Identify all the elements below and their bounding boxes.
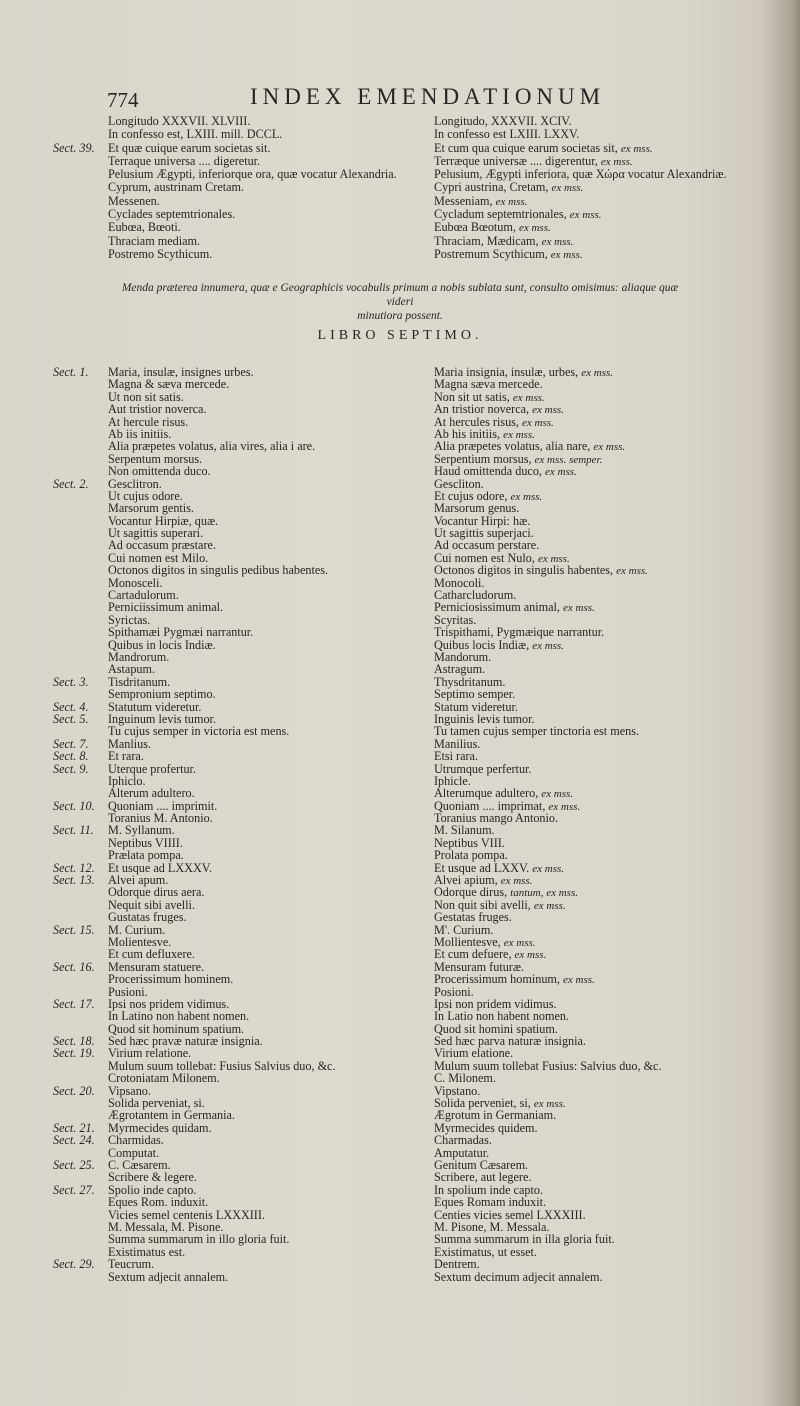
corrected-text: Toranius mango Antonio. bbox=[434, 811, 559, 826]
correction-row bbox=[53, 155, 773, 168]
original-reading: Ad occasum præstare. bbox=[108, 538, 216, 553]
section-marker: Sect. 24. bbox=[53, 1133, 95, 1148]
original-reading: Aut tristior noverca. bbox=[108, 402, 207, 417]
corrected-text: Mollientesve, bbox=[434, 934, 501, 949]
correction-row bbox=[53, 440, 773, 452]
corrected-text: Prolata pompa. bbox=[434, 848, 508, 863]
source-note: tantum, ex mss. bbox=[510, 887, 578, 900]
original-reading: Et quæ cuique earum societas sit. bbox=[108, 140, 271, 155]
corrected-text: Neptibus VIII. bbox=[434, 835, 505, 850]
original-reading: Ut non sit satis. bbox=[108, 389, 184, 404]
corrected-text: Monocoli. bbox=[434, 575, 485, 590]
menda-note-line: minutiora possent. bbox=[357, 310, 443, 322]
original-reading: Computat. bbox=[108, 1145, 160, 1160]
corrected-text: Octonos digitos in singulis habentes, bbox=[434, 563, 614, 578]
original-reading: Eubœa, Bœoti. bbox=[108, 220, 181, 235]
original-reading: Non omittenda duco. bbox=[108, 464, 211, 479]
corrected-text: Myrmecides quidem. bbox=[434, 1120, 538, 1135]
original-reading: Syrictas. bbox=[108, 612, 151, 627]
source-note: ex mss. bbox=[500, 875, 533, 888]
corrected-text: Messeniam, bbox=[434, 193, 493, 208]
corrected-text: Haud omittenda duco, bbox=[434, 464, 542, 479]
corrected-reading bbox=[434, 248, 583, 262]
correction-row bbox=[53, 465, 773, 477]
corrected-text: Alia præpetes volatus, alia nare, bbox=[434, 439, 591, 454]
original-reading: Sempronium septimo. bbox=[108, 687, 216, 702]
corrected-text: Quod sit homini spatium. bbox=[434, 1021, 558, 1036]
corrected-text: Gestatas fruges. bbox=[434, 910, 512, 925]
source-note: ex mss. bbox=[593, 441, 626, 454]
correction-row bbox=[53, 973, 773, 985]
original-reading: Et usque ad LXXXV. bbox=[108, 860, 213, 875]
original-reading: Mensuram statuere. bbox=[108, 959, 205, 974]
original-reading: Teucrum. bbox=[108, 1257, 155, 1272]
corrected-reading bbox=[434, 1271, 603, 1284]
corrected-text: Cycladum septemtrionales, bbox=[434, 207, 567, 222]
original-reading: C. Cæsarem. bbox=[108, 1158, 171, 1172]
source-note: ex mss. bbox=[616, 565, 648, 578]
correction-row bbox=[53, 750, 773, 762]
original-reading: Thraciam mediam. bbox=[108, 233, 201, 248]
corrected-text: Magna sæva mercede. bbox=[434, 377, 543, 392]
corrected-text: Ægrotum in Germaniam. bbox=[434, 1108, 557, 1123]
section-marker: Sect. 17. bbox=[53, 996, 95, 1011]
original-reading: Nequit sibi avelli. bbox=[108, 897, 195, 912]
section-marker: Sect. 4. bbox=[53, 699, 89, 714]
original-reading: At hercule risus. bbox=[108, 414, 189, 429]
original-reading: Quibus in locis Indiæ. bbox=[108, 637, 216, 652]
original-reading: Existimatus est. bbox=[108, 1244, 186, 1259]
corrected-text: Et cujus odore, bbox=[434, 488, 508, 503]
original-reading: Spolio inde capto. bbox=[108, 1182, 197, 1197]
original-reading: Myrmecides quidam. bbox=[108, 1120, 212, 1135]
source-note: ex mss. bbox=[510, 490, 543, 503]
correction-row bbox=[53, 1171, 773, 1183]
correction-row bbox=[53, 208, 773, 221]
original-reading: Gesclitron. bbox=[108, 476, 162, 491]
correction-row bbox=[53, 221, 773, 234]
original-reading: Summa summarum in illo gloria fuit. bbox=[108, 1232, 290, 1247]
corrected-text: Longitudo, XXXVII. XCIV. bbox=[434, 114, 572, 128]
corrected-text: Statum videretur. bbox=[434, 699, 518, 714]
original-reading: Ut sagittis superari. bbox=[108, 526, 204, 541]
correction-row bbox=[53, 1271, 773, 1283]
corrected-text: Catharcludorum. bbox=[434, 588, 517, 603]
corrected-text: Marsorum genus. bbox=[434, 501, 520, 516]
source-note: ex mss. bbox=[620, 142, 653, 155]
corrected-text: Iphicle. bbox=[434, 773, 471, 788]
original-reading: Longitudo XXXVII. XLVIII. bbox=[108, 114, 251, 128]
corrected-text: Alterumque adultero, bbox=[434, 786, 539, 801]
source-note: ex mss. bbox=[569, 209, 602, 222]
source-note: ex mss. bbox=[550, 248, 583, 261]
source-note: ex mss. bbox=[532, 639, 564, 652]
original-reading: Cyclades septemtrionales. bbox=[108, 207, 236, 222]
corrected-text: Ab his initiis, bbox=[434, 426, 501, 441]
corrected-text: Et cum defuere, bbox=[434, 947, 512, 962]
correction-row bbox=[53, 1246, 773, 1258]
corrected-text: Terræque universæ .... digerentur, bbox=[434, 153, 598, 168]
corrected-text: Scyritas. bbox=[434, 612, 477, 627]
correction-row bbox=[53, 688, 773, 700]
original-reading: Et rara. bbox=[108, 749, 144, 764]
source-note: ex mss. bbox=[533, 1098, 566, 1111]
corrected-text: Amputatur. bbox=[434, 1145, 490, 1160]
correction-row bbox=[53, 849, 773, 861]
source-note: ex mss. bbox=[503, 936, 536, 949]
original-reading: Marsorum gentis. bbox=[108, 501, 194, 516]
corrected-text: Non quit sibi avelli, bbox=[434, 897, 531, 912]
corrected-text: Scribere, aut legere. bbox=[434, 1170, 532, 1185]
corrected-text: Et usque ad LXXV. bbox=[434, 860, 530, 875]
original-reading: In Latino non habent nomen. bbox=[108, 1009, 250, 1024]
original-reading: Vocantur Hirpiæ, quæ. bbox=[108, 513, 219, 528]
source-note: ex mss. bbox=[581, 367, 614, 379]
correction-row bbox=[53, 651, 773, 663]
corrected-text: Eubœa Bœotum, bbox=[434, 220, 516, 235]
corrected-text: Summa summarum in illa gloria fuit. bbox=[434, 1232, 615, 1247]
corrected-text: C. Milonem. bbox=[434, 1071, 496, 1086]
original-reading: Tisdritanum. bbox=[108, 674, 171, 689]
section-marker: Sect. 21. bbox=[53, 1120, 95, 1135]
corrected-text: Sextum decimum adjecit annalem. bbox=[434, 1269, 603, 1284]
corrected-text: Maria insignia, insulæ, urbes, bbox=[434, 365, 579, 379]
original-reading: Prælata pompa. bbox=[108, 848, 184, 863]
source-note: ex mss. bbox=[545, 466, 577, 479]
corrected-text: Quibus locis Indiæ, bbox=[434, 637, 530, 652]
corrected-text: Utrumque perfertur. bbox=[434, 761, 532, 776]
original-reading: Alvei apum. bbox=[108, 873, 169, 888]
original-reading: Astapum. bbox=[108, 662, 156, 677]
menda-note bbox=[110, 281, 690, 323]
source-note: ex mss. bbox=[532, 862, 565, 875]
section-marker: Sect. 1. bbox=[53, 365, 89, 379]
original-reading: Quod sit hominum spatium. bbox=[108, 1021, 245, 1036]
correction-row bbox=[53, 1072, 773, 1084]
section-marker: Sect. 10. bbox=[53, 798, 95, 813]
original-reading: Odorque dirus aera. bbox=[108, 885, 205, 900]
corrected-text: In confesso est LXIII. LXXV. bbox=[434, 127, 580, 142]
corrected-text: Et cum qua cuique earum societas sit, bbox=[434, 140, 618, 155]
corrected-text: Ipsi non pridem vidimus. bbox=[434, 996, 557, 1011]
corrections-list bbox=[53, 366, 773, 1283]
corrected-text: In Latio non habent nomen. bbox=[434, 1009, 570, 1024]
section-marker: Sect. 2. bbox=[53, 476, 89, 491]
original-reading: Alia præpetes volatus, alia vires, alia i are. bbox=[108, 439, 316, 454]
original-reading: Tu cujus semper in victoria est mens. bbox=[108, 724, 290, 739]
correction-row bbox=[53, 886, 773, 898]
source-note: ex mss. bbox=[518, 222, 551, 235]
original-reading: Procerissimum hominem. bbox=[108, 972, 234, 987]
original-reading: Inguinum levis tumor. bbox=[108, 711, 216, 726]
source-note: ex mss. bbox=[537, 552, 570, 565]
original-reading: Et cum defluxere. bbox=[108, 947, 195, 962]
corrected-text: Solida perveniet, si, bbox=[434, 1096, 531, 1111]
corrected-text: Procerissimum hominum, bbox=[434, 972, 560, 987]
corrected-text: M'. Curium. bbox=[434, 922, 494, 937]
corrected-text: M. Silanum. bbox=[434, 823, 495, 838]
correction-row bbox=[53, 195, 773, 208]
original-reading: In confesso est, LXIII. mill. DCCL. bbox=[108, 127, 283, 142]
corrected-text: Trispithami, Pygmæique narrantur. bbox=[434, 625, 605, 640]
correction-row bbox=[53, 738, 773, 750]
section-marker: Sect. 29. bbox=[53, 1257, 95, 1272]
corrected-text: M. Pisone, M. Messala. bbox=[434, 1219, 550, 1234]
source-note: ex mss. bbox=[562, 602, 595, 615]
corrected-text: Centies vicies semel LXXXIII. bbox=[434, 1207, 586, 1222]
original-reading: Vipsano. bbox=[108, 1083, 151, 1098]
section-marker: Sect. 13. bbox=[53, 873, 95, 888]
original-reading: Quoniam .... imprimit. bbox=[108, 798, 218, 813]
correction-row bbox=[53, 403, 773, 415]
correction-row bbox=[53, 725, 773, 737]
original-reading: Molientesve. bbox=[108, 934, 172, 949]
source-note: ex mss. bbox=[551, 182, 584, 195]
corrected-text: Thraciam, Mædicam, bbox=[434, 233, 539, 248]
original-reading: Vicies semel centenis LXXXIII. bbox=[108, 1207, 265, 1222]
section-marker: Sect. 15. bbox=[53, 922, 95, 937]
section-marker: Sect. 20. bbox=[53, 1083, 95, 1098]
correction-row bbox=[53, 601, 773, 613]
section-marker: Sect. 19. bbox=[53, 1046, 95, 1061]
corrected-text: Perniciosissimum animal, bbox=[434, 600, 560, 615]
original-reading: Charmidas. bbox=[108, 1133, 164, 1148]
section-marker: Sect. 3. bbox=[53, 674, 89, 689]
original-reading: Scribere & legere. bbox=[108, 1170, 197, 1185]
correction-row bbox=[53, 142, 773, 155]
source-note: ex mss. bbox=[522, 416, 554, 429]
corrected-text: Mensuram futuræ. bbox=[434, 959, 525, 974]
source-note: ex mss. bbox=[514, 949, 547, 962]
original-reading: Pelusium Ægypti, inferiorque ora, quæ vocatur Alexandria. bbox=[108, 167, 397, 182]
original-reading: Cartadulorum. bbox=[108, 588, 179, 603]
corrected-text: Non sit ut satis, bbox=[434, 389, 510, 404]
correction-row bbox=[53, 824, 773, 836]
original-reading: Virium relatione. bbox=[108, 1046, 192, 1061]
original-reading: Alterum adultero. bbox=[108, 786, 195, 801]
correction-row bbox=[53, 248, 773, 261]
corrected-text: Charmadas. bbox=[434, 1133, 492, 1148]
correction-row bbox=[53, 1258, 773, 1270]
original-reading: Pusioni. bbox=[108, 984, 148, 999]
correction-row bbox=[53, 787, 773, 799]
source-note: ex mss. bbox=[600, 155, 633, 168]
source-note: ex mss. bbox=[532, 404, 564, 417]
original-reading: Neptibus VIIII. bbox=[108, 835, 183, 850]
correction-row bbox=[53, 1109, 773, 1121]
original-reading: Manlius. bbox=[108, 736, 151, 751]
original-reading: Maria, insulæ, insignes urbes. bbox=[108, 365, 254, 379]
section-marker: Sect. 9. bbox=[53, 761, 89, 776]
corrected-text: Mandorum. bbox=[434, 649, 492, 664]
original-reading: Uterque profertur. bbox=[108, 761, 196, 776]
corrected-text: Virium elatione. bbox=[434, 1046, 514, 1061]
correction-row bbox=[53, 378, 773, 390]
original-reading: Messenen. bbox=[108, 193, 160, 208]
corrected-text: Gescliton. bbox=[434, 476, 484, 491]
section-marker: Sect. 5. bbox=[53, 711, 89, 726]
correction-row bbox=[53, 1134, 773, 1146]
section-marker: Sect. 25. bbox=[53, 1158, 95, 1172]
corrected-text: Pelusium, Ægypti inferiora, quæ Χώρα vocatur Alexandriæ. bbox=[434, 167, 727, 182]
correction-row bbox=[53, 564, 773, 576]
corrected-text: At hercules risus, bbox=[434, 414, 519, 429]
original-reading: Terraque universa .... digeretur. bbox=[108, 153, 261, 168]
original-reading: Cyprum, austrinam Cretam. bbox=[108, 180, 245, 195]
correction-row bbox=[53, 948, 773, 960]
corrected-text: Dentrem. bbox=[434, 1257, 480, 1272]
original-reading: Iphiclo. bbox=[108, 773, 146, 788]
corrected-text: In spolium inde capto. bbox=[434, 1182, 543, 1197]
section-marker: Sect. 18. bbox=[53, 1034, 95, 1049]
source-note: ex mss. bbox=[503, 428, 535, 441]
original-reading: Cui nomen est Milo. bbox=[108, 550, 209, 565]
corrected-text: Quoniam .... imprimat, bbox=[434, 798, 546, 813]
original-reading: Spithamæi Pygmæi narrantur. bbox=[108, 625, 254, 640]
top-corrections bbox=[53, 115, 773, 261]
source-note: ex mss. bbox=[541, 235, 574, 248]
correction-row bbox=[53, 128, 773, 141]
source-note: ex mss. bbox=[533, 899, 566, 912]
correction-row bbox=[53, 1233, 773, 1245]
original-reading: Ab iis initiis. bbox=[108, 426, 172, 441]
correction-row bbox=[53, 663, 773, 675]
corrected-text: Cypri austrina, Cretam, bbox=[434, 180, 549, 195]
correction-row bbox=[53, 168, 773, 181]
corrected-text: Eques Romam induxit. bbox=[434, 1195, 547, 1210]
section-heading: LIBRO SEPTIMO. bbox=[317, 328, 483, 343]
corrected-text: Thysdritanum. bbox=[434, 674, 506, 689]
menda-note-line: Menda præterea innumera, quæ e Geographicis vocabulis primum a nobis sublata sunt, consulto omisimus: aliaque quæ videri bbox=[121, 282, 679, 308]
correction-row bbox=[53, 235, 773, 248]
corrected-text: Inguinis levis tumor. bbox=[434, 711, 535, 726]
original-reading: Mulum suum tollebat: Fusius Salvius duo, &c. bbox=[108, 1058, 336, 1073]
correction-row bbox=[53, 763, 773, 775]
section-marker: Sect. 16. bbox=[53, 959, 95, 974]
original-reading: Toranius M. Antonio. bbox=[108, 811, 213, 826]
original-reading: Crotoniatam Milonem. bbox=[108, 1071, 220, 1086]
corrected-text: Etsi rara. bbox=[434, 749, 478, 764]
source-note: ex mss. bbox=[541, 788, 574, 801]
correction-row bbox=[53, 539, 773, 551]
source-note: ex mss. bbox=[512, 391, 545, 404]
original-reading: Sextum adjecit annalem. bbox=[108, 1269, 229, 1284]
corrected-text: Genitum Cæsarem. bbox=[434, 1158, 529, 1172]
correction-row bbox=[53, 181, 773, 194]
original-reading: Statutum videretur. bbox=[108, 699, 202, 714]
section-marker: Sect. 12. bbox=[53, 860, 95, 875]
correction-row bbox=[53, 502, 773, 514]
corrected-text: Tu tamen cujus semper tinctoria est mens. bbox=[434, 724, 640, 739]
corrected-text: Ut sagittis superjaci. bbox=[434, 526, 534, 541]
original-reading: Octonos digitos in singulis pedibus habentes. bbox=[108, 563, 329, 578]
page-number: 774 bbox=[107, 88, 139, 112]
corrected-text: Alvei apium, bbox=[434, 873, 498, 888]
corrected-text: Vipstano. bbox=[434, 1083, 481, 1098]
section-marker: Sect. 7. bbox=[53, 736, 89, 751]
corrected-text: Astragum. bbox=[434, 662, 486, 677]
corrected-text: Mulum suum tollebat Fusius: Salvius duo, &c. bbox=[434, 1058, 662, 1073]
original-reading: Eques Rom. induxit. bbox=[108, 1195, 209, 1210]
original-reading: Serpentum morsus. bbox=[108, 451, 203, 466]
source-note: ex mss. bbox=[548, 800, 581, 813]
corrected-text: Sed hæc parva naturæ insignia. bbox=[434, 1034, 586, 1049]
original-reading: M. Curium. bbox=[108, 922, 166, 937]
corrected-text: An tristior noverca, bbox=[434, 402, 530, 417]
original-reading: Magna & sæva mercede. bbox=[108, 377, 230, 392]
corrected-text: Cui nomen est Nulo, bbox=[434, 550, 535, 565]
original-reading: M. Messala, M. Pisone. bbox=[108, 1219, 224, 1234]
original-reading: Monosceli. bbox=[108, 575, 163, 590]
corrected-text: Septimo semper. bbox=[434, 687, 516, 702]
source-note: ex mss. bbox=[562, 974, 595, 987]
source-note: ex mss. semper. bbox=[534, 453, 603, 466]
corrected-text: Serpentium morsus, bbox=[434, 451, 532, 466]
correction-row bbox=[53, 1010, 773, 1022]
correction-row bbox=[53, 626, 773, 638]
section-marker: Sect. 39. bbox=[53, 140, 95, 155]
corrected-text: Vocantur Hirpi: hæ. bbox=[434, 513, 531, 528]
section-marker: Sect. 8. bbox=[53, 749, 89, 764]
correction-row bbox=[53, 1196, 773, 1208]
original-reading: Sed hæc pravæ naturæ insignia. bbox=[108, 1034, 263, 1049]
original-reading: Postremo Scythicum. bbox=[108, 246, 213, 261]
corrected-text: Odorque dirus, bbox=[434, 885, 508, 900]
corrected-text: Manilius. bbox=[434, 736, 481, 751]
correction-row bbox=[53, 115, 773, 128]
original-reading: Solida perveniat, si. bbox=[108, 1096, 205, 1111]
correction-row bbox=[53, 911, 773, 923]
corrected-text: Existimatus, ut esset. bbox=[434, 1244, 537, 1259]
original-reading: M. Syllanum. bbox=[108, 823, 175, 838]
source-note: ex mss. bbox=[495, 195, 528, 208]
section-marker: Sect. 11. bbox=[53, 823, 94, 838]
corrected-text: Posioni. bbox=[434, 984, 474, 999]
original-reading: Mandrorum. bbox=[108, 649, 170, 664]
corrected-text: Postremum Scythicum, bbox=[434, 246, 548, 261]
section-marker: Sect. 27. bbox=[53, 1182, 95, 1197]
original-reading: Gustatas fruges. bbox=[108, 910, 187, 925]
page-title: INDEX EMENDATIONUM bbox=[250, 84, 606, 109]
original-reading: Ipsi nos pridem vidimus. bbox=[108, 996, 230, 1011]
original-reading: Ut cujus odore. bbox=[108, 488, 183, 503]
original-reading: Ægrotantem in Germania. bbox=[108, 1108, 235, 1123]
original-reading: Perniciissimum animal. bbox=[108, 600, 224, 615]
corrected-text: Ad occasum perstare. bbox=[434, 538, 540, 553]
